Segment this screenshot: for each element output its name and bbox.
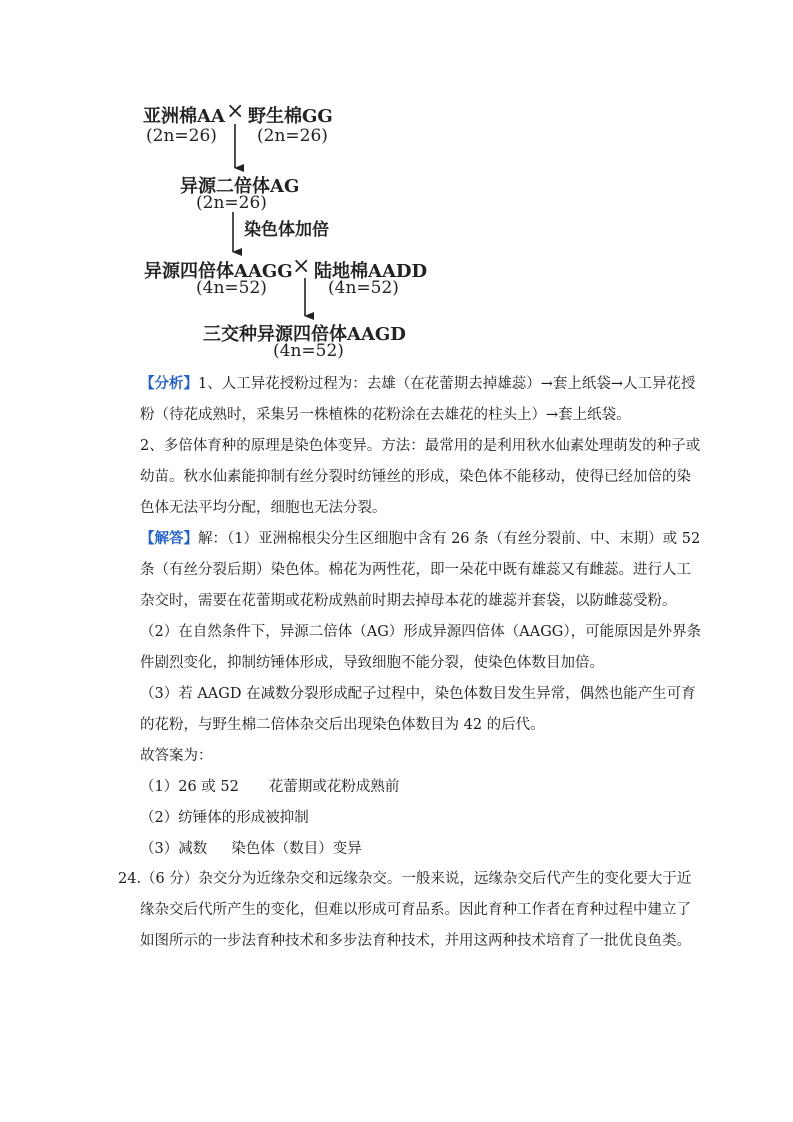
answer-tag: 【解答】 (140, 530, 198, 547)
upland-chromosome: (4n=52) (328, 278, 399, 298)
answer-item-1: （1）26 或 52 花蕾期或花粉成熟前 (140, 779, 400, 795)
analysis-line-4: 幼苗。秋水仙素能抑制有丝分裂时纺锤丝的形成，染色体不能移动，使得已经加倍的染 (140, 469, 691, 485)
allodiploid-ag: 异源二倍体AG (180, 176, 300, 197)
analysis-line-1: 【分析】1、人工异花授粉过程为：去雄（在花蕾期去掉雄蕊）→套上纸袋→人工异花授 (140, 375, 696, 392)
upland-cotton: 陆地棉AADD (314, 261, 428, 282)
answer-line-1: 【解答】解：（1）亚洲棉根尖分生区细胞中含有 26 条（有丝分裂前、中、末期）或 52 (140, 530, 701, 547)
allotetraploid-aagg: 异源四倍体AAGG (144, 261, 293, 282)
diagram-arrows (0, 0, 793, 380)
question-24-line-2: 缘杂交后代所产生的变化，但难以形成可育品系。因此育种工作者在育种过程中建立了 (140, 902, 691, 918)
answer-section (140, 523, 700, 865)
allodiploid-chromosome: (2n=26) (196, 193, 267, 213)
answer-line-5: 件剧烈变化，抑制纺锤体形成，导致细胞不能分裂，使染色体数目加倍。 (140, 655, 604, 671)
chromosome-doubling-label: 染色体加倍 (244, 220, 329, 240)
analysis-line-5: 色体无法平均分配，细胞也无法分裂。 (140, 500, 387, 516)
analysis-section (140, 368, 700, 524)
cross-symbol-1: × (226, 99, 245, 124)
answer-line-7: 的花粉，与野生棉二倍体杂交后出现染色体数目为 42 的后代。 (140, 717, 545, 733)
answer-line-6: （3）若 AAGD 在减数分裂形成配子过程中，染色体数目发生异常，偶然也能产生可育 (140, 686, 696, 702)
triple-cross-allotetraploid: 三交种异源四倍体AAGD (203, 324, 406, 345)
question-24 (118, 864, 718, 957)
analysis-tag: 【分析】 (140, 375, 198, 392)
triple-cross-chromosome: (4n=52) (273, 341, 344, 361)
parent-wild-chromosome: (2n=26) (257, 126, 328, 146)
analysis-line-2: 粉（待花成熟时，采集另一株植株的花粉涂在去雄花的柱头上）→套上纸袋。 (140, 407, 631, 423)
question-24-line-1: 24.（6 分）杂交分为近缘杂交和远缘杂交。一般来说，远缘杂交后代产生的变化要大于近 (118, 871, 692, 887)
breeding-diagram (0, 0, 793, 380)
parent-asian-chromosome: (2n=26) (146, 126, 217, 146)
analysis-line-3: 2、多倍体育种的原理是染色体变异。方法：最常用的是利用秋水仙素处理萌发的种子或 (140, 438, 701, 454)
answer-conclusion: 故答案为： (140, 748, 213, 764)
parent-asian-cotton: 亚洲棉AA (143, 106, 225, 127)
parent-wild-cotton: 野生棉GG (248, 106, 333, 127)
question-24-line-3: 如图所示的一步法育种技术和多步法育种技术，并用这两种技术培育了一批优良鱼类。 (140, 933, 691, 949)
answer-item-3: （3）减数 染色体（数目）变异 (140, 841, 362, 857)
answer-line-2: 条（有丝分裂后期）染色体。棉花为两性花，即一朵花中既有雄蕊又有雌蕊。进行人工 (140, 562, 691, 578)
allotetraploid-chromosome: (4n=52) (196, 278, 267, 298)
cross-symbol-2: × (292, 254, 311, 279)
answer-line-4: （2）在自然条件下，异源二倍体（AG）形成异源四倍体（AAGG），可能原因是外界条 (140, 624, 702, 640)
answer-line-3: 杂交时，需要在花蕾期或花粉成熟前时期去掉母本花的雄蕊并套袋，以防雌蕊受粉。 (140, 593, 677, 609)
answer-item-2: （2）纺锤体的形成被抑制 (140, 810, 309, 826)
